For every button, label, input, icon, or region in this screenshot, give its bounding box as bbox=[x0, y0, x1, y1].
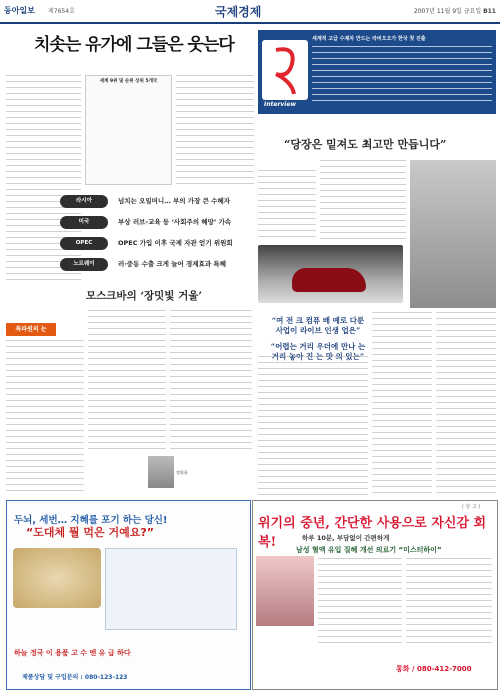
column-badge: 특파원의 눈 bbox=[6, 323, 56, 336]
timeline-text: 러·중동 수출 크게 늘어 경제효과 특혜 bbox=[118, 260, 226, 268]
country-timeline bbox=[60, 191, 260, 275]
pull-quote: “어렵는 거리 우더에 만나 는 거리 놓아 진 는 맛 의 있는” bbox=[270, 342, 366, 361]
timeline-row bbox=[60, 254, 260, 275]
issue-number: 제7654호 bbox=[48, 8, 75, 15]
chart-title: 세계 9위 및 순위 상위 5개국 bbox=[99, 79, 158, 84]
ad-photo bbox=[256, 556, 314, 626]
interview-body bbox=[258, 356, 368, 496]
sub-article-body bbox=[6, 340, 84, 492]
ad-headline: 두뇌, 세번… 지혜를 포기 하는 당신! bbox=[14, 515, 168, 526]
ad-body bbox=[406, 558, 492, 648]
timeline-country: 미국 bbox=[60, 216, 108, 229]
timeline-text: 부상 러브-교육 등 ‘사회주의 혜망’ 가속 bbox=[118, 218, 232, 226]
sub-article-body bbox=[170, 310, 252, 450]
reporter-photo bbox=[148, 456, 174, 488]
interview-summary bbox=[312, 36, 492, 96]
pull-quote: “여 전 크 컴퓨 배 예로 다룬 사업이 라이브 인생 업은” bbox=[271, 316, 365, 335]
ad-subheadline: 남성 혈액 유입 질혜 개선 의료기 “미스터하이” bbox=[296, 546, 442, 554]
interview-byline: 세계적 고급 수제차 만드는 라비오오가 한국 첫 진출 bbox=[312, 36, 426, 42]
ad-phone: 통화 / 080-412-7000 bbox=[396, 665, 472, 673]
ad-subheadline: 하루 10분, 부담없이 간편하게 bbox=[302, 534, 390, 542]
interview-body bbox=[320, 160, 406, 242]
ad-body bbox=[318, 558, 402, 648]
timeline-row bbox=[60, 191, 260, 212]
ad-tagline: 하늘 정국 이 용품 고 수 엔 유 급 하다 bbox=[14, 649, 131, 657]
car-shape bbox=[292, 268, 366, 292]
timeline-country: OPEC bbox=[60, 237, 108, 250]
section-title: 국제경제 bbox=[215, 5, 262, 19]
ad-headline: “도대체 뭘 먹은 거예요?” bbox=[26, 526, 154, 539]
interview-logo-label: Interview bbox=[264, 101, 296, 108]
interview-headline: “당장은 밑져도 최고만 만듭니다” bbox=[284, 138, 447, 151]
timeline-text: 넘치는 오일머니… 부의 가장 큰 수혜자 bbox=[118, 197, 230, 205]
ad-label: ( 광 고 ) bbox=[462, 504, 481, 510]
ad-phone: 제품상담 및 구입문의 : 080-123-123 bbox=[22, 674, 128, 681]
interview-logo bbox=[262, 40, 308, 100]
timeline-text: OPEC 가입 이후 국제 자관 얻기 위원회 bbox=[118, 239, 233, 247]
interview-body bbox=[436, 312, 496, 496]
article-headline: 치솟는 유가에 그들은 웃는다 bbox=[34, 35, 234, 55]
timeline-row bbox=[60, 233, 260, 254]
reporter-name: 정위용 bbox=[176, 470, 188, 475]
paper-name: 동아일보 bbox=[4, 6, 35, 15]
article-body bbox=[176, 75, 254, 185]
interview-body bbox=[258, 170, 316, 242]
ad-headline: 위기의 중년, 간단한 사용으로 자신감 회복! bbox=[258, 516, 487, 550]
interview-body bbox=[372, 312, 432, 496]
interviewee-photo bbox=[410, 160, 496, 308]
issue-date: 2007년 11월 9일 금요일 B11 bbox=[413, 8, 496, 15]
interview-logo-icon bbox=[262, 40, 308, 100]
sub-article-headline: 모스크바의 ‘장밋빛 거울’ bbox=[86, 290, 203, 302]
timeline-country: 라시아 bbox=[60, 195, 108, 208]
oil-chart bbox=[85, 75, 172, 185]
sub-article-body bbox=[88, 310, 166, 450]
timeline-country: 노르웨이 bbox=[60, 258, 108, 271]
timeline-row bbox=[60, 212, 260, 233]
ad-product-image bbox=[13, 548, 101, 608]
ad-product-box bbox=[105, 548, 237, 630]
